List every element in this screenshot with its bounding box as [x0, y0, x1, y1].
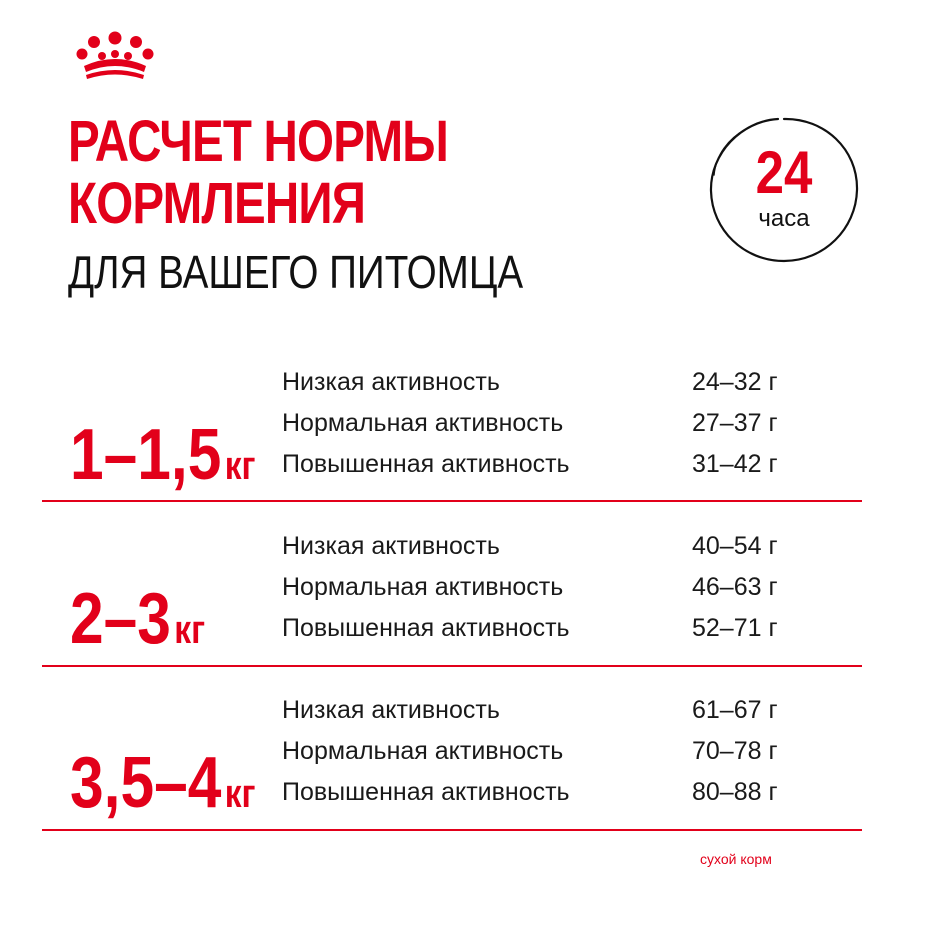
divider [42, 665, 862, 667]
activity-rows [282, 690, 842, 813]
table-row [282, 444, 842, 485]
amount-value: 80–88 г [692, 778, 778, 806]
activity-label: Нормальная активность [282, 737, 564, 765]
weight-label [70, 579, 206, 659]
table-row [282, 567, 842, 608]
amount-value: 40–54 г [692, 532, 778, 560]
weight-unit: кг [224, 444, 256, 488]
activity-label: Нормальная активность [282, 573, 564, 601]
weight-group [0, 688, 935, 852]
amount-value: 31–42 г [692, 450, 778, 478]
footnote: сухой корм [700, 851, 772, 867]
weight-label [70, 415, 256, 495]
activity-label: Нормальная активность [282, 409, 564, 437]
weight-range: 1–1,5 [70, 415, 222, 495]
title-line-2: КОРМЛЕНИЯ [68, 171, 366, 236]
activity-label: Повышенная активность [282, 614, 570, 642]
divider [42, 829, 862, 831]
badge-unit: часа [758, 205, 810, 232]
activity-label: Низкая активность [282, 368, 500, 396]
activity-label: Повышенная активность [282, 450, 570, 478]
activity-rows [282, 362, 842, 485]
amount-value: 24–32 г [692, 368, 778, 396]
activity-label: Низкая активность [282, 696, 500, 724]
table-row [282, 608, 842, 649]
amount-value: 46–63 г [692, 573, 778, 601]
amount-value: 61–67 г [692, 696, 778, 724]
royal-crown-icon [72, 30, 158, 80]
activity-label: Повышенная активность [282, 778, 570, 806]
amount-value: 27–37 г [692, 409, 778, 437]
weight-unit: кг [224, 772, 256, 816]
weight-label [70, 743, 256, 823]
table-row [282, 526, 842, 567]
weight-group [0, 524, 935, 688]
table-row [282, 731, 842, 772]
activity-label: Низкая активность [282, 532, 500, 560]
table-row [282, 690, 842, 731]
title-line-1: РАСЧЕТ НОРМЫ [68, 109, 449, 174]
badge-value: 24 [755, 139, 813, 206]
weight-range: 3,5–4 [70, 743, 222, 823]
activity-rows [282, 526, 842, 649]
amount-value: 52–71 г [692, 614, 778, 642]
weight-unit: кг [174, 608, 206, 652]
table-row [282, 403, 842, 444]
table-row [282, 362, 842, 403]
weight-range: 2–3 [70, 579, 171, 659]
table-row [282, 772, 842, 813]
time-badge [706, 115, 862, 265]
divider [42, 500, 862, 502]
amount-value: 70–78 г [692, 737, 778, 765]
subtitle: ДЛЯ ВАШЕГО ПИТОМЦА [68, 246, 524, 298]
